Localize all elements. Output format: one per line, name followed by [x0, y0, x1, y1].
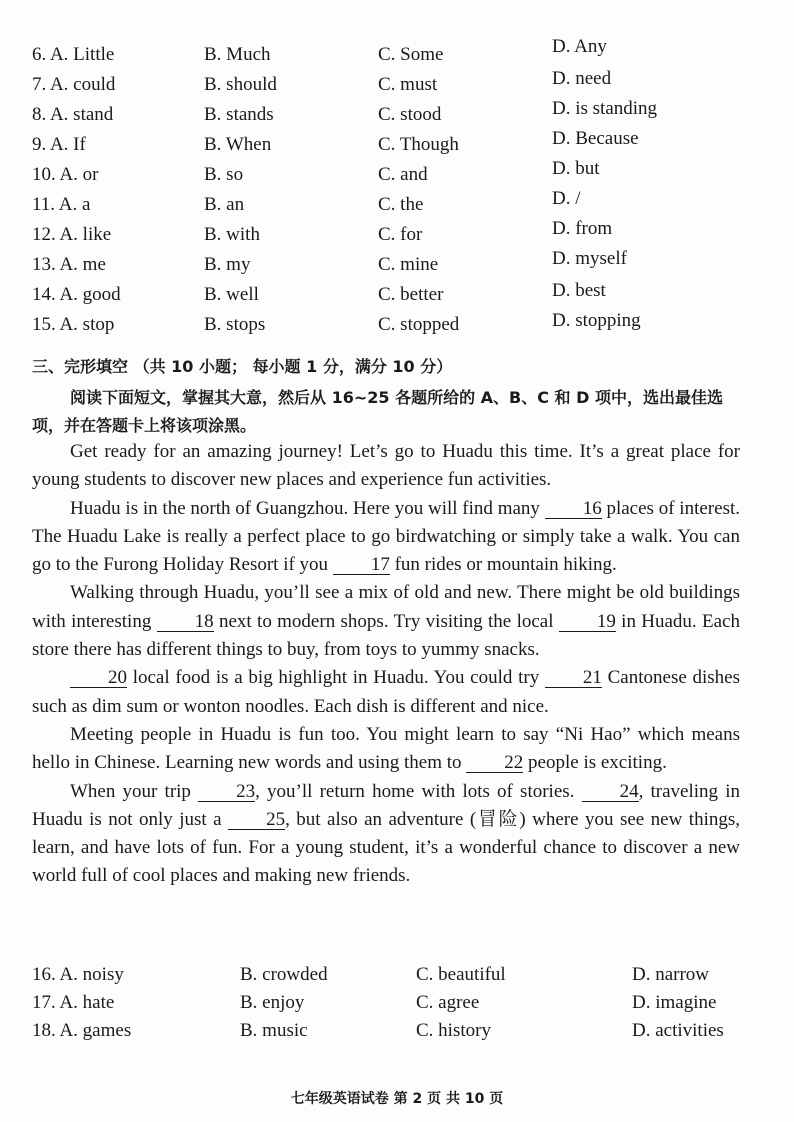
option-c: C. the: [378, 194, 424, 215]
paragraph-text: Get ready for an amazing journey! Let’s go to Huadu this time. It’s a great place for young students to discover new places and experience fun activities.: [32, 441, 740, 491]
option-row-8: [0, 98, 794, 134]
paragraph-6: [32, 778, 740, 891]
paragraph-text: local food is a big highlight in Huadu. You could try: [127, 667, 545, 689]
paragraph-text: , traveling in Huadu is not only just a: [32, 780, 740, 830]
option-row-9: [0, 128, 794, 164]
blank-17: 17: [333, 555, 390, 575]
option-d: D. need: [552, 68, 612, 89]
option-b: B. stands: [204, 104, 274, 125]
option-b: B. When: [204, 134, 272, 155]
option-a: 12. A. like: [32, 224, 112, 245]
option-a: 8. A. stand: [32, 104, 114, 125]
option-d: D. Because: [552, 128, 639, 149]
blank-16: 16: [545, 499, 602, 519]
paragraph-text: When your trip: [70, 780, 199, 802]
option-c: C. better: [378, 284, 444, 305]
option-row-13: [0, 248, 794, 284]
option-a: 6. A. Little: [32, 44, 115, 65]
paragraph-2: [32, 495, 740, 580]
paragraph-5: [32, 721, 740, 778]
paragraph-4: [32, 664, 740, 721]
option-b: B. crowded: [240, 964, 328, 985]
option-row-11: [0, 188, 794, 224]
blank-19: 19: [559, 612, 616, 632]
paragraph-text: Cantonese dishes such as dim sum or wonton noodles. Each dish is different and nice.: [32, 667, 740, 717]
paragraph-text: Huadu is in the north of Guangzhou. Here you will find many: [70, 497, 545, 519]
paragraph-text: Walking through Huadu, you’ll see a mix of old and new. There might be old buildings with interesting: [32, 582, 740, 632]
option-d: D. Any: [552, 36, 607, 57]
paragraph-text: , but also an adventure (冒险) where you see new things, learn, and have lots of fun. For a young student, it’s a wonderful chance to discover a new world full of cool places and making new friends.: [32, 808, 740, 887]
question-row-17: [0, 992, 794, 1020]
option-d: D. but: [552, 158, 600, 179]
page-footer: 七年级英语试卷 第 2 页 共 10 页: [290, 1091, 504, 1107]
option-a: 18. A. games: [32, 1020, 132, 1041]
option-a: 7. A. could: [32, 74, 116, 95]
option-row-14: [0, 280, 794, 314]
option-c: C. stopped: [378, 314, 460, 335]
option-row-12: [0, 218, 794, 254]
paragraph-text: fun rides or mountain hiking.: [389, 554, 617, 576]
option-c: C. for: [378, 224, 423, 245]
option-c: C. history: [416, 1020, 491, 1041]
option-b: B. stops: [204, 314, 266, 335]
option-b: B. music: [240, 1020, 308, 1041]
option-row-6: [0, 36, 794, 74]
option-c: C. stood: [378, 104, 442, 125]
blank-20: 20: [70, 668, 127, 688]
blank-22: 22: [466, 753, 523, 773]
option-d: D. is standing: [552, 98, 658, 119]
option-a: 10. A. or: [32, 164, 99, 185]
option-c: C. must: [378, 74, 438, 95]
paragraph-1: [32, 438, 740, 495]
option-a: 13. A. me: [32, 254, 106, 275]
option-a: 9. A. If: [32, 134, 86, 155]
option-a: 17. A. hate: [32, 992, 115, 1013]
option-b: B. with: [204, 224, 260, 245]
paragraph-3: [32, 579, 740, 664]
option-b: B. well: [204, 284, 259, 305]
option-a: 14. A. good: [32, 284, 121, 305]
option-b: B. enjoy: [240, 992, 305, 1013]
question-row-18: [0, 1020, 794, 1048]
option-c: C. Some: [378, 44, 444, 65]
paragraph-text: places of interest. The Huadu Lake is really a perfect place to go birdwatching or simply take a walk. You can go to the Furong Holiday Resort if you: [32, 497, 740, 576]
blank-18: 18: [157, 612, 214, 632]
blank-23: 23: [198, 782, 255, 802]
option-d: D. myself: [552, 248, 627, 269]
option-d: D. from: [552, 218, 613, 239]
option-b: B. an: [204, 194, 245, 215]
option-d: D. imagine: [632, 992, 717, 1013]
option-c: C. and: [378, 164, 428, 185]
question-row-16: [0, 964, 794, 992]
option-row-10: [0, 158, 794, 194]
blank-25: 25: [228, 810, 285, 830]
option-row-15: [0, 310, 794, 344]
paragraph-text: Meeting people in Huadu is fun too. You might learn to say “Ni Hao” which means hello in Chinese. Learning new words and using them to: [32, 723, 740, 774]
option-b: B. Much: [204, 44, 271, 65]
paragraph-text: next to modern shops. Try visiting the local: [213, 610, 559, 632]
blank-21: 21: [545, 668, 602, 688]
option-d: D. stopping: [552, 310, 641, 331]
option-c: C. beautiful: [416, 964, 506, 985]
option-d: D. activities: [632, 1020, 724, 1041]
option-b: B. should: [204, 74, 277, 95]
option-a: 15. A. stop: [32, 314, 115, 335]
option-a: 16. A. noisy: [32, 964, 124, 985]
option-row-7: [0, 68, 794, 104]
paragraph-text: in Huadu. Each store there has different things to buy, from toys to yummy snacks.: [32, 610, 740, 661]
section-title: 三、完形填空 （共 10 小题； 每小题 1 分，满分 10 分）: [32, 357, 453, 376]
option-d: D. best: [552, 280, 606, 301]
option-c: C. mine: [378, 254, 439, 275]
option-d: D. narrow: [632, 964, 710, 985]
section-instruction: 阅读下面短文，掌握其大意，然后从 16~25 各题所给的 A、B、C 和 D 项中，选出最佳选项，并在答题卡上将该项涂黑。: [32, 388, 723, 435]
option-d: D. /: [552, 188, 581, 209]
paragraph-text: people is exciting.: [523, 752, 667, 774]
option-b: B. my: [204, 254, 251, 275]
option-b: B. so: [204, 164, 244, 185]
option-c: C. agree: [416, 992, 480, 1013]
option-c: C. Though: [378, 134, 459, 155]
cloze-passage: [32, 438, 740, 891]
paragraph-text: , you’ll return home with lots of stories.: [255, 780, 582, 802]
blank-24: 24: [582, 782, 639, 802]
option-a: 11. A. a: [32, 194, 91, 215]
